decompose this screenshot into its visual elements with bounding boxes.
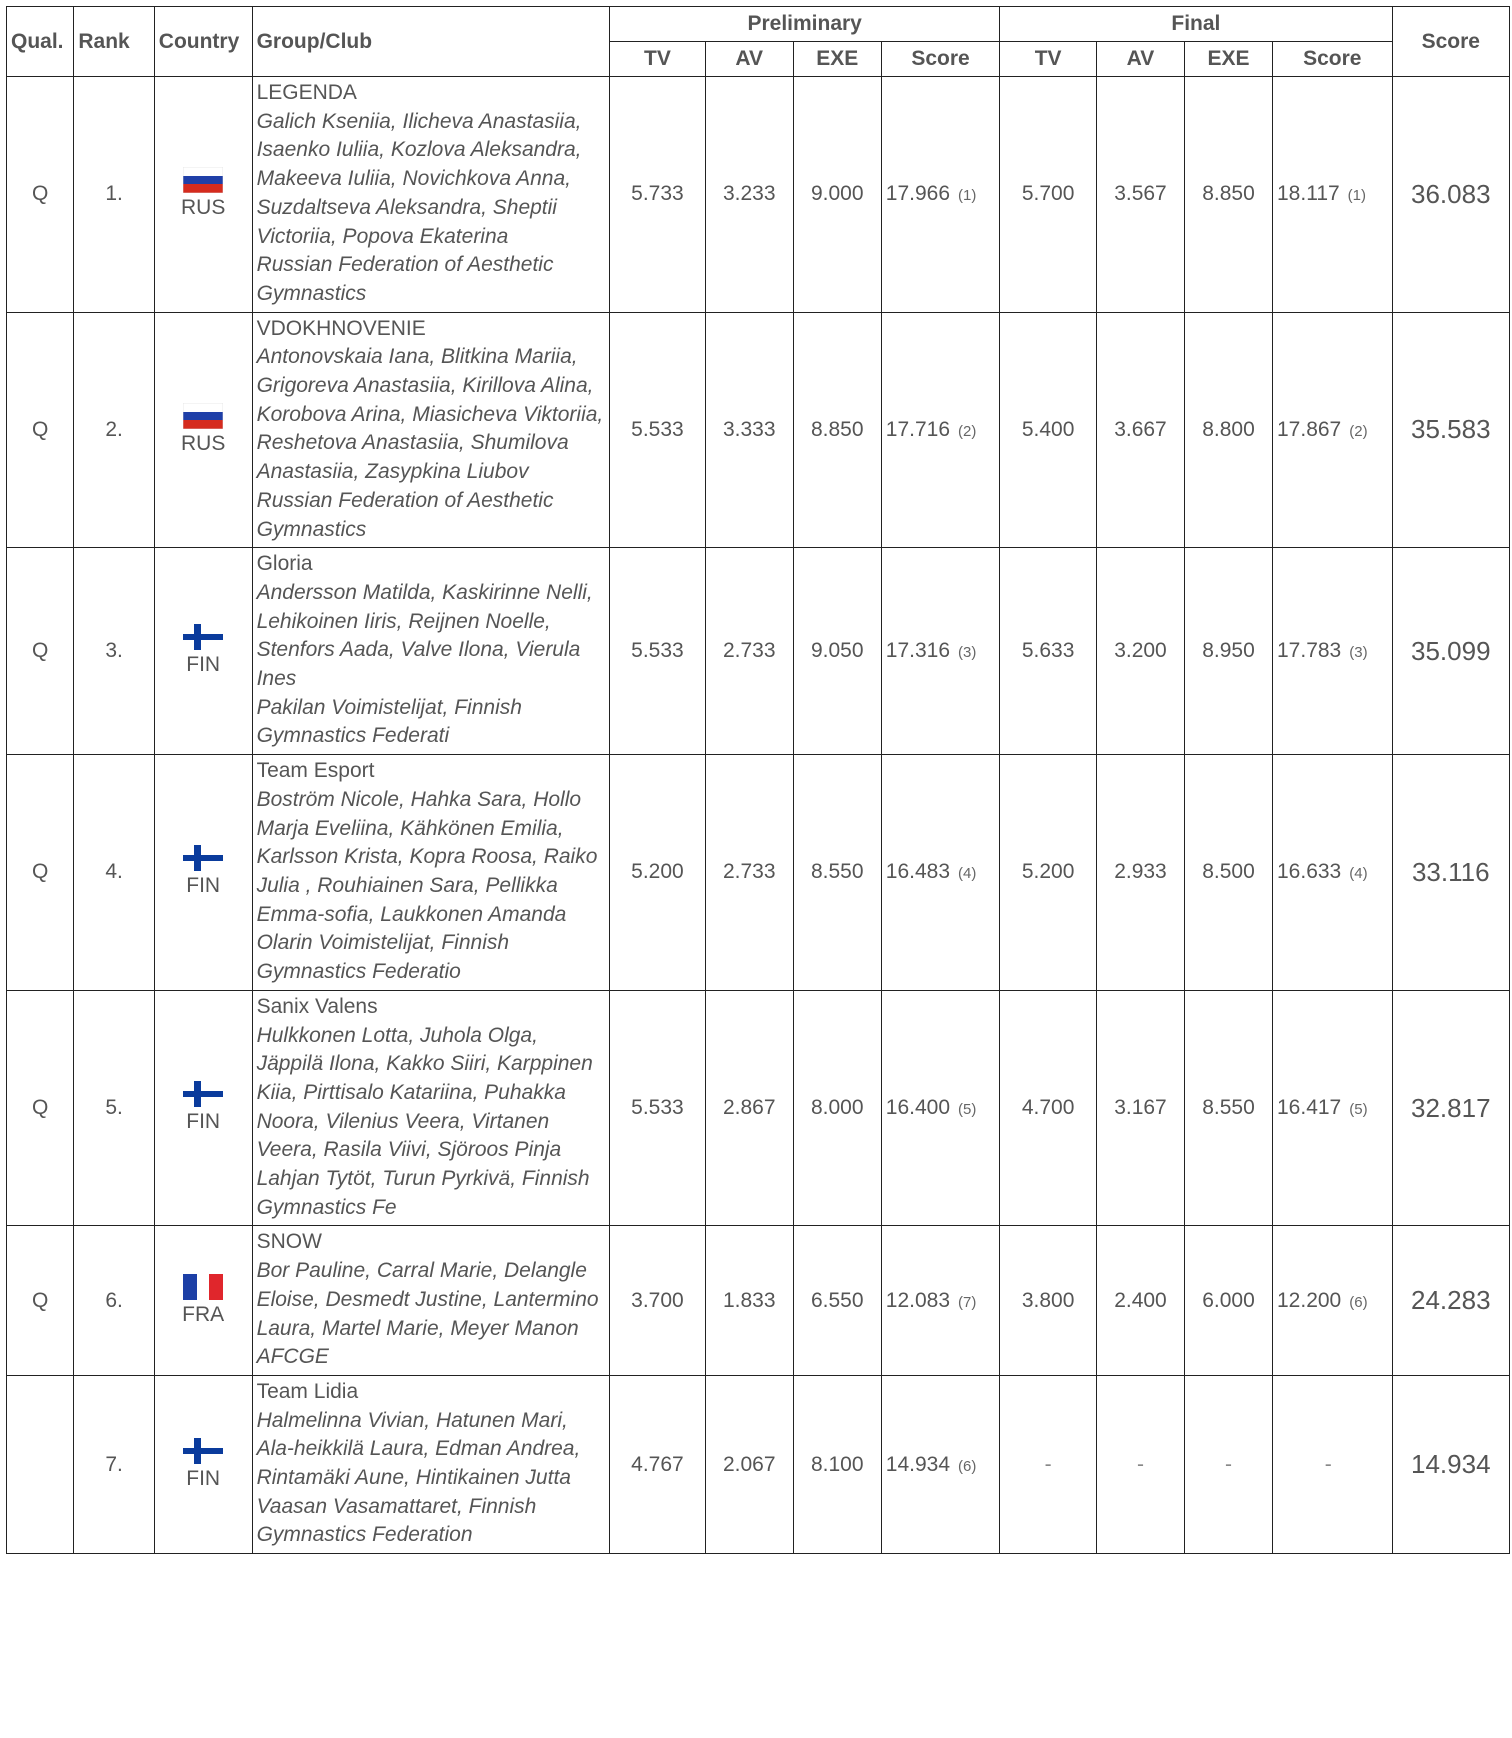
total-score-cell: 33.116 [1392,755,1509,991]
finland-flag-icon [183,845,223,871]
rank-cell: 7. [74,1375,154,1553]
finland-flag-icon [183,1438,223,1464]
fin-exe-cell: 8.550 [1184,990,1272,1226]
fin-exe-cell: 8.850 [1184,77,1272,313]
group-club: Russian Federation of Aesthetic Gymnastics [256,253,554,305]
group-club: Olarin Voimistelijat, Finnish Gymnastics Federatio [256,931,510,984]
fin-score-value: 17.867 [1277,417,1342,441]
fin-score-cell [1273,755,1393,991]
group-members: Boström Nicole, Hahka Sara, Hollo Marja Eveliina, Kähkönen Emilia, Karlsson Krista, Kopra Roosa, Raiko Julia , Rouhiainen Sara, Pellikka Emma-sofia, Laukkonen Amanda [256,787,598,926]
pre-av-cell: 2.733 [705,755,793,991]
group-cell [252,1226,610,1376]
pre-exe-cell: 8.850 [793,312,881,548]
qual-cell [7,1375,74,1553]
table-row [7,755,1510,991]
qual-cell: Q [7,990,74,1226]
group-club: Lahjan Tytöt, Turun Pyrkivä, Finnish Gymnastics Fe [256,1167,590,1219]
pre-tv-cell: 5.533 [610,312,706,548]
group-members: Bor Pauline, Carral Marie, Delangle Eloise, Desmedt Justine, Lantermino Laura, Martel Marie, Meyer Manon [256,1259,599,1340]
rank-cell: 1. [74,77,154,313]
pre-av-cell: 2.867 [705,990,793,1226]
group-members: Galich Kseniia, Ilicheva Anastasiia, Isaenko Iuliia, Kozlova Aleksandra, Makeeva Iuliia, Novichkova Anna, Suzdaltseva Aleksandra, Sheptii Victoriia, Popova Ekaterina [256,109,582,248]
fin-score-cell [1273,1226,1393,1376]
fin-av-cell: 3.667 [1096,312,1184,548]
header-fin-av: AV [1096,42,1184,77]
header-fin-exe: EXE [1184,42,1272,77]
fin-score-rank: (4) [1349,865,1368,883]
pre-tv-cell: 3.700 [610,1226,706,1376]
country-cell [154,548,252,755]
finland-flag-icon [183,1081,223,1107]
pre-exe-cell: 9.050 [793,548,881,755]
fin-av-cell: 2.400 [1096,1226,1184,1376]
header-country: Country [154,7,252,77]
pre-exe-cell: 8.100 [793,1375,881,1553]
pre-score-rank: (3) [958,644,977,662]
pre-av-cell: 3.333 [705,312,793,548]
group-members: Halmelinna Vivian, Hatunen Mari, Ala-heikkilä Laura, Edman Andrea, Rintamäki Aune, Hintikainen Jutta [256,1408,581,1490]
fin-score-cell [1273,990,1393,1226]
fin-score-value: 17.783 [1277,639,1342,663]
table-header [7,7,1510,77]
country-code: RUS [181,431,226,455]
group-club: Russian Federation of Aesthetic Gymnastics [256,488,554,541]
country-cell [154,990,252,1226]
pre-exe-cell: 6.550 [793,1226,881,1376]
pre-score-value: 17.316 [885,639,950,663]
fin-exe-cell: 6.000 [1184,1226,1272,1376]
total-score-cell: 32.817 [1392,990,1509,1226]
pre-score-value: 16.483 [885,860,950,884]
pre-score-cell [881,548,999,755]
header-pre-exe: EXE [793,42,881,77]
total-score-cell: 24.283 [1392,1226,1509,1376]
country-code: FIN [186,874,221,898]
group-name: LEGENDA [256,81,357,104]
rank-cell: 2. [74,312,154,548]
pre-score-rank: (2) [958,422,977,440]
fin-score-value: 16.417 [1277,1096,1342,1120]
pre-tv-cell: 4.767 [610,1375,706,1553]
qual-cell: Q [7,312,74,548]
pre-score-value: 17.716 [885,417,950,441]
group-name: Gloria [256,552,313,576]
header-pre-score: Score [881,42,999,77]
header-fin-score: Score [1273,42,1393,77]
group-name: Sanix Valens [256,994,378,1018]
header-pre-av: AV [705,42,793,77]
group-cell [252,755,610,991]
total-score-cell: 14.934 [1392,1375,1509,1553]
pre-exe-cell: 9.000 [793,77,881,313]
fin-score-cell [1273,312,1393,548]
fin-score-value: 12.200 [1277,1288,1342,1312]
france-flag-icon [183,1274,223,1300]
pre-av-cell: 1.833 [705,1226,793,1376]
country-code: FIN [186,1466,221,1490]
fin-score-value: 16.633 [1277,860,1342,884]
fin-av-cell: 2.933 [1096,755,1184,991]
pre-score-rank: (6) [958,1457,977,1475]
fin-exe-cell: 8.500 [1184,755,1272,991]
fin-score-rank: (3) [1349,644,1368,662]
qual-cell: Q [7,1226,74,1376]
country-cell [154,1226,252,1376]
country-cell [154,1375,252,1553]
pre-score-cell [881,312,999,548]
group-club: AFCGE [256,1345,329,1369]
fin-av-cell: 3.200 [1096,548,1184,755]
group-cell [252,1375,610,1553]
fin-score-cell [1273,1375,1393,1553]
fin-tv-cell: - [1000,1375,1097,1553]
fin-score-rank: (5) [1349,1101,1368,1119]
pre-score-rank: (4) [958,865,977,883]
fin-exe-cell: 8.800 [1184,312,1272,548]
fin-exe-cell: - [1184,1375,1272,1553]
russia-flag-icon [183,167,223,193]
pre-av-cell: 2.067 [705,1375,793,1553]
fin-score-rank: (6) [1349,1293,1368,1311]
table-row [7,548,1510,755]
header-rank: Rank [74,7,154,77]
country-cell [154,312,252,548]
country-code: FIN [186,1110,221,1134]
pre-score-cell [881,1226,999,1376]
header-pre-tv: TV [610,42,706,77]
fin-exe-cell: 8.950 [1184,548,1272,755]
results-table [6,6,1510,1554]
pre-av-cell: 3.233 [705,77,793,313]
pre-score-cell [881,755,999,991]
fin-score-cell [1273,548,1393,755]
finland-flag-icon [183,624,223,650]
group-name: VDOKHNOVENIE [256,316,426,340]
fin-tv-cell: 5.633 [1000,548,1097,755]
table-row [7,312,1510,548]
table-row [7,990,1510,1226]
header-qual: Qual. [7,7,74,77]
fin-av-cell: 3.567 [1096,77,1184,313]
pre-tv-cell: 5.200 [610,755,706,991]
pre-score-rank: (5) [958,1101,977,1119]
pre-score-cell [881,990,999,1226]
table-body [7,77,1510,1554]
fin-tv-cell: 3.800 [1000,1226,1097,1376]
rank-cell: 6. [74,1226,154,1376]
group-name: Team Lidia [256,1379,359,1403]
group-members: Hulkkonen Lotta, Juhola Olga, Jäppilä Ilona, Kakko Siiri, Karppinen Kiia, Pirttisalo Katariina, Puhakka Noora, Vilenius Veera, Virtanen Veera, Rasila Viivi, Sjöroos Pinja [256,1023,593,1162]
group-cell [252,312,610,548]
header-group: Group/Club [252,7,610,77]
pre-score-value: 14.934 [885,1452,950,1476]
fin-tv-cell: 4.700 [1000,990,1097,1226]
pre-tv-cell: 5.533 [610,548,706,755]
total-score-cell: 35.099 [1392,548,1509,755]
table-row [7,1226,1510,1376]
qual-cell: Q [7,548,74,755]
group-members: Andersson Matilda, Kaskirinne Nelli, Lehikoinen Iiris, Reijnen Noelle, Stenfors Aada, Valve Ilona, Vierula Ines [256,580,593,691]
country-code: RUS [181,196,226,220]
group-members: Antonovskaia Iana, Blitkina Mariia, Grigoreva Anastasiia, Kirillova Alina, Korobova Arina, Miasicheva Viktoriia, Reshetova Anastasiia, Shumilova Anastasiia, Zasypkina Liubov [256,345,604,484]
header-fin-tv: TV [1000,42,1097,77]
total-score-cell: 35.583 [1392,312,1509,548]
group-cell [252,548,610,755]
fin-tv-cell: 5.400 [1000,312,1097,548]
rank-cell: 3. [74,548,154,755]
header-final: Final [1000,7,1392,42]
group-cell [252,77,610,313]
pre-score-cell [881,77,999,313]
fin-tv-cell: 5.700 [1000,77,1097,313]
russia-flag-icon [183,403,223,429]
fin-score-rank: (1) [1347,187,1367,205]
header-total-score: Score [1392,7,1509,77]
pre-av-cell: 2.733 [705,548,793,755]
group-name: Team Esport [256,759,375,783]
fin-av-cell: 3.167 [1096,990,1184,1226]
header-preliminary: Preliminary [610,7,1000,42]
group-name: SNOW [256,1230,322,1254]
fin-av-cell: - [1096,1375,1184,1553]
fin-score-value: - [1324,1452,1332,1476]
fin-score-rank: (2) [1349,422,1368,440]
pre-score-value: 12.083 [885,1288,950,1312]
total-score-cell: 36.083 [1392,77,1509,313]
group-club: Pakilan Voimistelijat, Finnish Gymnastics Federati [256,695,522,748]
group-cell [252,990,610,1226]
fin-score-cell [1273,77,1393,313]
rank-cell: 5. [74,990,154,1226]
country-code: FIN [186,653,221,677]
pre-score-value: 17.966 [885,182,950,206]
qual-cell: Q [7,77,74,313]
pre-tv-cell: 5.733 [610,77,706,313]
pre-score-rank: (7) [958,1293,977,1311]
pre-score-value: 16.400 [885,1096,950,1120]
country-cell [154,77,252,313]
pre-exe-cell: 8.550 [793,755,881,991]
group-club: Vaasan Vasamattaret, Finnish Gymnastics Federation [256,1494,537,1547]
table-row [7,1375,1510,1553]
pre-score-rank: (1) [958,187,977,205]
pre-exe-cell: 8.000 [793,990,881,1226]
fin-tv-cell: 5.200 [1000,755,1097,991]
fin-score-value: 18.117 [1277,182,1340,206]
country-cell [154,755,252,991]
pre-score-cell [881,1375,999,1553]
qual-cell: Q [7,755,74,991]
rank-cell: 4. [74,755,154,991]
country-code: FRA [182,1302,225,1326]
pre-tv-cell: 5.533 [610,990,706,1226]
table-row [7,77,1510,313]
